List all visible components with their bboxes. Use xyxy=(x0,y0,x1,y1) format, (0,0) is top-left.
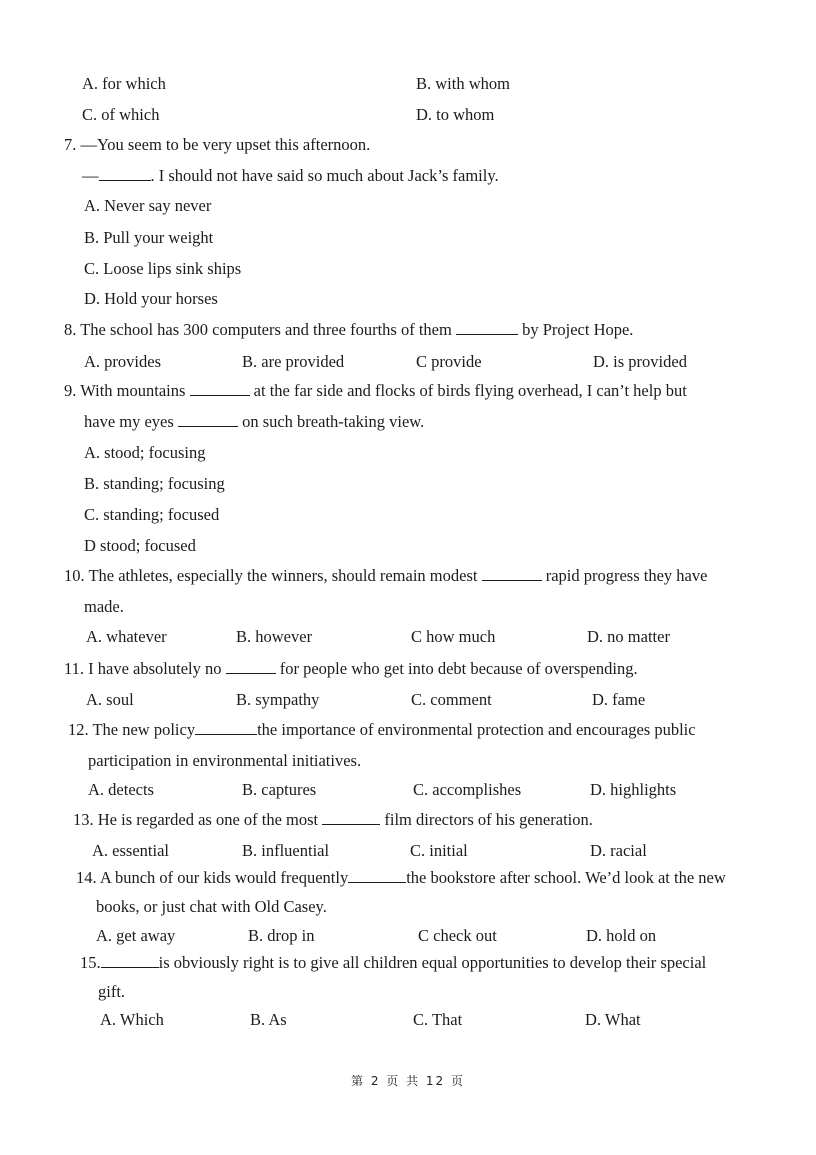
q11-stem xyxy=(64,659,638,679)
q15-stem-suffix: is obviously right is to give all children equal opportunities to develop their special xyxy=(158,953,707,972)
q14-option-b: B. drop in xyxy=(248,926,315,945)
q8-option-d: D. is provided xyxy=(593,352,687,371)
q10-option-d: D. no matter xyxy=(587,627,670,646)
q15-stem-line-2: gift. xyxy=(98,982,126,1001)
q13-option-b: B. influential xyxy=(242,841,330,860)
q10-answer-blank[interactable] xyxy=(482,566,542,581)
q9-option-d: D stood; focused xyxy=(84,536,196,555)
q10-option-a: A. whatever xyxy=(86,627,167,646)
q15-stem-prefix: 15. xyxy=(80,953,101,972)
q9-stem-suffix: at the far side and flocks of birds flying overhead, I can’t help but xyxy=(253,381,687,400)
q11-option-d: D. fame xyxy=(592,690,646,709)
q13-stem-prefix: 13. He is regarded as one of the most xyxy=(73,810,319,829)
q9-stem-prefix: 9. With mountains xyxy=(64,381,186,400)
q11-answer-blank[interactable] xyxy=(226,659,276,674)
q11-stem-suffix: for people who get into debt because of overspending. xyxy=(279,659,638,678)
q6-option-b: B. with whom xyxy=(416,74,510,93)
q10-option-c: C how much xyxy=(411,627,496,646)
q12-stem-line-1 xyxy=(68,720,696,740)
q9-option-c: C. standing; focused xyxy=(84,505,220,524)
q7-option-b: B. Pull your weight xyxy=(84,228,214,247)
q8-option-c: C provide xyxy=(416,352,482,371)
q12-answer-blank[interactable] xyxy=(195,720,257,735)
q7-stem-line-1: 7. —You seem to be very upset this afternoon. xyxy=(64,135,371,154)
q15-answer-blank[interactable] xyxy=(101,953,159,968)
q9-answer-blank-1[interactable] xyxy=(190,381,250,396)
q7-stem-prefix: — xyxy=(82,166,99,185)
q7-option-a: A. Never say never xyxy=(84,196,212,215)
q14-option-a: A. get away xyxy=(96,926,176,945)
q7-answer-blank[interactable] xyxy=(99,166,151,181)
q6-option-d: D. to whom xyxy=(416,105,495,124)
q11-option-c: C. comment xyxy=(411,690,492,709)
q12-option-c: C. accomplishes xyxy=(413,780,522,799)
q13-answer-blank[interactable] xyxy=(322,810,380,825)
q11-option-b: B. sympathy xyxy=(236,690,320,709)
q14-option-c: C check out xyxy=(418,926,497,945)
q10-stem-line-1 xyxy=(64,566,707,586)
q14-stem-prefix: 14. A bunch of our kids would frequently xyxy=(76,868,349,887)
q7-stem-suffix: . I should not have said so much about Jack’s family. xyxy=(150,166,499,185)
q8-stem-prefix: 8. The school has 300 computers and three fourths of them xyxy=(64,320,452,339)
q12-option-d: D. highlights xyxy=(590,780,677,799)
q8-option-b: B. are provided xyxy=(242,352,345,371)
q8-answer-blank[interactable] xyxy=(456,320,518,335)
q14-stem-suffix: the bookstore after school. We’d look at the new xyxy=(406,868,726,887)
q9-answer-blank-2[interactable] xyxy=(178,412,238,427)
q10-stem-prefix: 10. The athletes, especially the winners, should remain modest xyxy=(64,566,478,585)
q6-option-a: A. for which xyxy=(82,74,166,93)
q13-stem xyxy=(73,810,593,830)
q12-option-a: A. detects xyxy=(88,780,154,799)
q7-stem-line-2 xyxy=(82,166,499,186)
q7-option-d: D. Hold your horses xyxy=(84,289,218,308)
q13-option-a: A. essential xyxy=(92,841,169,860)
q9-stem-2-prefix: have my eyes xyxy=(84,412,174,431)
q15-option-d: D. What xyxy=(585,1010,641,1029)
q12-option-b: B. captures xyxy=(242,780,317,799)
q10-stem-line-2: made. xyxy=(84,597,124,616)
q9-stem-2-suffix: on such breath-taking view. xyxy=(242,412,425,431)
q13-option-c: C. initial xyxy=(410,841,468,860)
q9-stem-line-2 xyxy=(84,412,424,432)
q8-stem xyxy=(64,320,633,340)
q10-stem-suffix: rapid progress they have xyxy=(545,566,708,585)
q11-option-a: A. soul xyxy=(86,690,134,709)
q15-option-c: C. That xyxy=(413,1010,463,1029)
q15-option-b: B. As xyxy=(250,1010,287,1029)
q9-option-b: B. standing; focusing xyxy=(84,474,225,493)
q8-option-a: A. provides xyxy=(84,352,161,371)
q9-stem-line-1 xyxy=(64,381,687,401)
q10-option-b: B. however xyxy=(236,627,313,646)
q13-option-d: D. racial xyxy=(590,841,647,860)
q8-stem-suffix: by Project Hope. xyxy=(522,320,634,339)
page-number-footer: 第 2 页 共 12 页 xyxy=(351,1074,465,1088)
q13-stem-suffix: film directors of his generation. xyxy=(384,810,593,829)
q12-stem-prefix: 12. The new policy xyxy=(68,720,196,739)
q15-option-a: A. Which xyxy=(100,1010,164,1029)
q15-stem-line-1 xyxy=(80,953,706,973)
q12-stem-line-2: participation in environmental initiatives. xyxy=(88,751,362,770)
q7-option-c: C. Loose lips sink ships xyxy=(84,259,242,278)
q14-option-d: D. hold on xyxy=(586,926,657,945)
q6-option-c: C. of which xyxy=(82,105,160,124)
q12-stem-suffix: the importance of environmental protection and encourages public xyxy=(257,720,696,739)
q11-stem-prefix: 11. I have absolutely no xyxy=(64,659,222,678)
q14-stem-line-2: books, or just chat with Old Casey. xyxy=(96,897,327,916)
q9-option-a: A. stood; focusing xyxy=(84,443,206,462)
q14-stem-line-1 xyxy=(76,868,726,888)
q14-answer-blank[interactable] xyxy=(348,868,406,883)
